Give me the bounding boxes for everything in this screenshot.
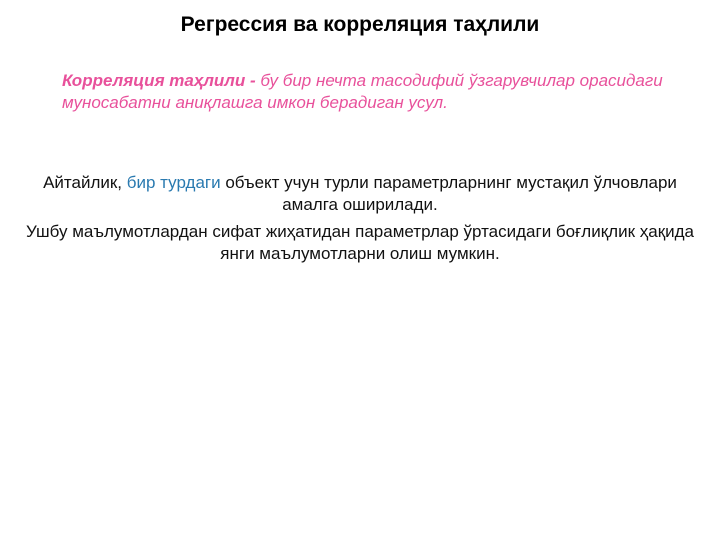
definition-term: Корреляция таҳлили - [62,71,256,90]
paragraph-2: Ушбу маълумотлардан сифат жиҳатидан параметрлар ўртасидаги боғлиқлик ҳақида янги маълумотларни олиш мумкин. [25,222,694,263]
paragraph-1-after: объект учун турли параметрларнинг мустақил ўлчовлари амалга оширилади. [220,173,677,214]
body-text [20,172,700,270]
slide-title: Регрессия ва корреляция таҳлили [180,13,540,36]
definition-text: бу бир нечта тасодифий ўзгарувчилар орасидаги муносабатни аниқлашга имкон берадиган усул. [62,71,663,112]
paragraph-1 [20,172,700,216]
paragraph-1-before: Айтайлик, [43,173,127,192]
definition-block [62,70,702,114]
paragraph-1-highlight: бир турдаги [126,173,221,192]
